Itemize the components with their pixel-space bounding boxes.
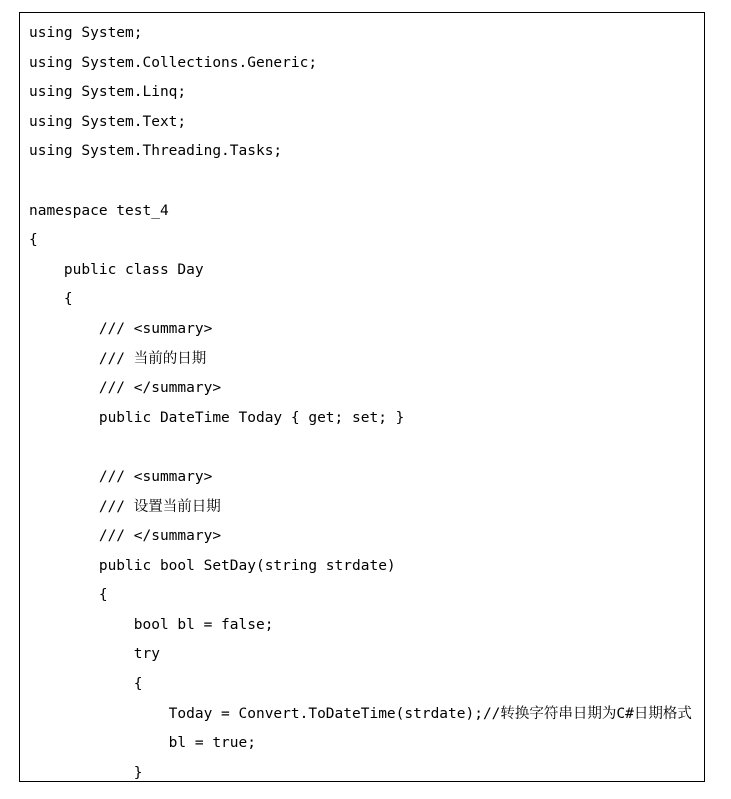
- code-line: Today = Convert.ToDateTime(strdate);//转换字符串日期为C#日期格式: [29, 705, 692, 722]
- code-line: {: [29, 232, 38, 249]
- code-line: public DateTime Today { get; set; }: [29, 409, 405, 426]
- code-line: namespace test_4: [29, 202, 169, 219]
- code-line: public bool SetDay(string strdate): [29, 557, 396, 574]
- code-line: /// <summary>: [29, 468, 213, 485]
- code-block: [19, 12, 705, 782]
- code-line: {: [29, 676, 143, 693]
- code-line: using System.Collections.Generic;: [29, 54, 318, 71]
- code-line: [20, 167, 704, 197]
- code-line: /// </summary>: [29, 528, 222, 545]
- code-line: using System.Text;: [29, 113, 187, 130]
- code-line: }: [29, 764, 143, 781]
- code-line: /// 设置当前日期: [29, 498, 221, 515]
- code-line: using System;: [29, 25, 143, 41]
- code-line: {: [29, 587, 108, 604]
- code-lines: [20, 19, 704, 782]
- code-line: using System.Threading.Tasks;: [29, 143, 283, 160]
- code-line: bl = true;: [29, 735, 256, 752]
- code-line: bool bl = false;: [29, 616, 274, 633]
- code-line: public class Day: [29, 261, 204, 278]
- code-line: using System.Linq;: [29, 84, 187, 101]
- code-line: /// </summary>: [29, 380, 222, 397]
- code-line: [20, 433, 704, 463]
- code-line: /// <summary>: [29, 320, 213, 337]
- code-line: try: [29, 646, 160, 663]
- code-line: /// 当前的日期: [29, 350, 207, 367]
- code-line: {: [29, 291, 73, 308]
